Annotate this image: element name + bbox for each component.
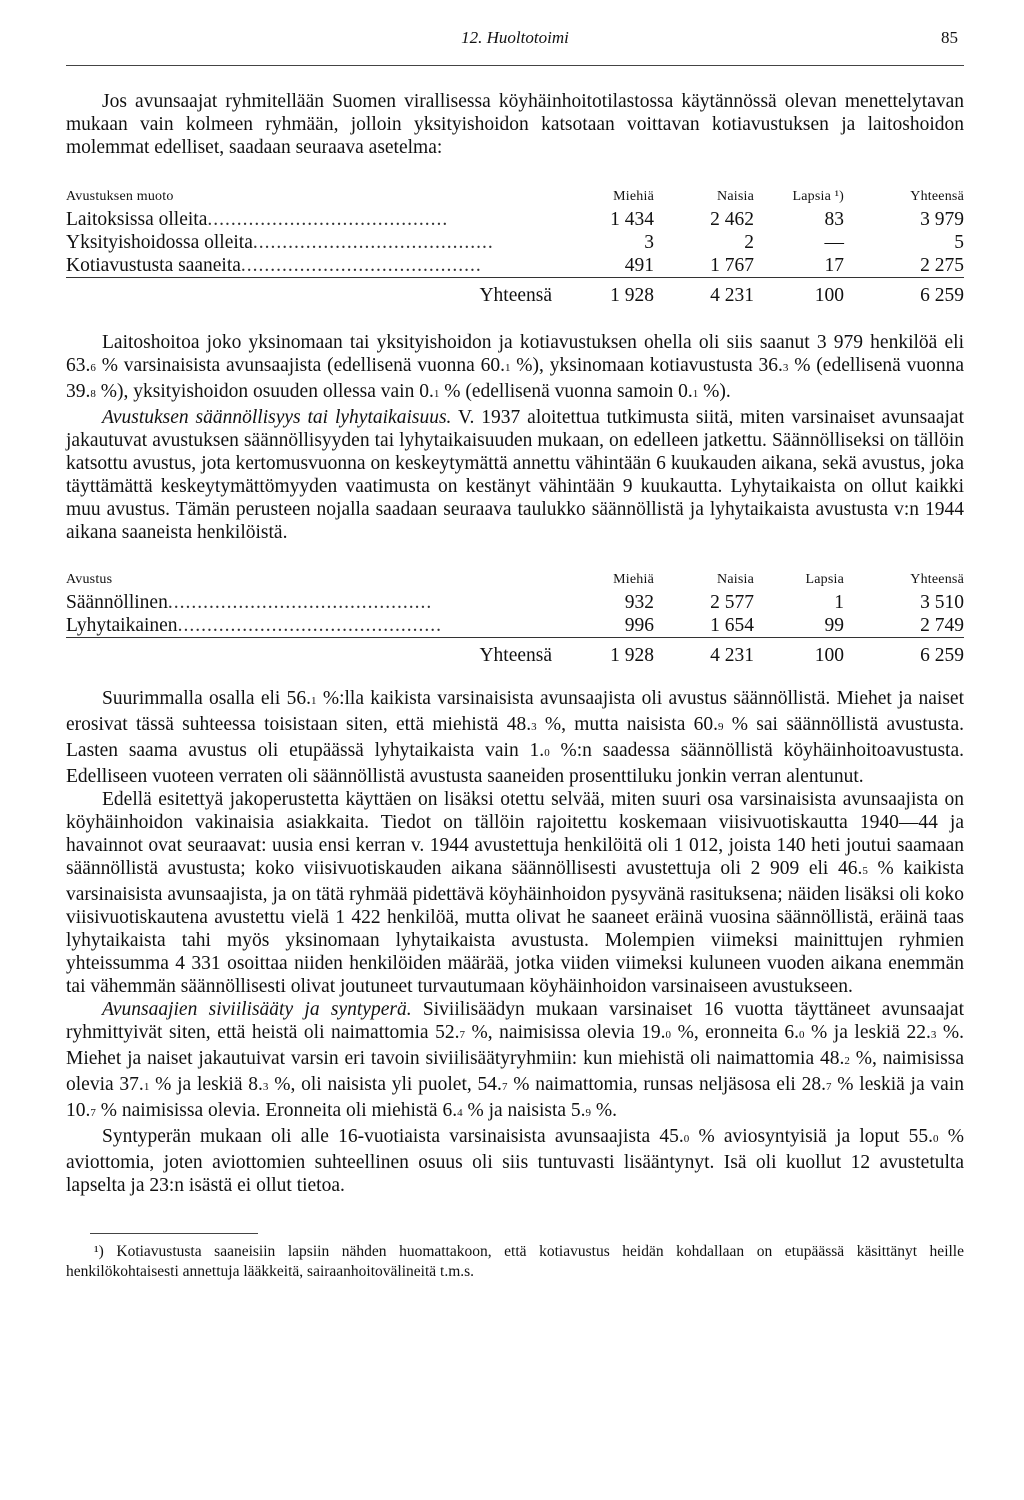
- header-rule: [66, 65, 964, 66]
- total-label: Yhteensä: [66, 638, 566, 668]
- text-run: Suurimmalla osalla eli 56.: [102, 688, 312, 709]
- decimal-digit: 4: [457, 1107, 463, 1119]
- footnote-rule: [90, 1233, 258, 1234]
- decimal-digit: 2: [844, 1055, 850, 1067]
- row-label-cell: [66, 591, 566, 614]
- decimal-digit: 0: [798, 1029, 805, 1041]
- text-run: %:n saadessa säännöllistä köyhäinhoitoavustusta. Edelliseen vuoteen verraten oli säännöllistä avustusta saaneiden prosenttiluku jonkin verran alentunut.: [66, 740, 964, 787]
- column-header: Miehiä: [613, 189, 654, 204]
- table-cell: 4 231: [654, 278, 754, 308]
- text-run: % (edellisenä vuonna samoin 0.: [439, 381, 693, 402]
- column-header: Yhteensä: [910, 572, 964, 587]
- table-total-row: [66, 278, 964, 308]
- row-label: Lyhytaikainen: [66, 615, 178, 636]
- table-cell: 1 767: [710, 255, 754, 276]
- table-cell: 4 231: [654, 638, 754, 668]
- text-run: %, oli naisista yli puolet, 54.: [268, 1074, 502, 1095]
- table-cell: 2 577: [710, 592, 754, 613]
- table-cell: 491: [624, 255, 654, 276]
- column-header: Avustuksen muoto: [66, 189, 174, 204]
- decimal-digit: 6: [90, 362, 96, 374]
- table-aid-form: [66, 185, 964, 307]
- table-cell: 1 434: [610, 209, 654, 230]
- total-label: Yhteensä: [66, 278, 566, 308]
- decimal-digit: 1: [143, 1081, 150, 1093]
- row-label: Yksityishoidossa olleita: [66, 232, 253, 253]
- decimal-digit: 7: [459, 1029, 465, 1041]
- page-number: 85: [941, 28, 958, 47]
- section-heading: Avustuksen säännöllisyys tai lyhytaikaisuus.: [102, 407, 452, 428]
- text-run: Laitoshoitoa joko yksinomaan tai yksityishoidon ja kotiavustuksen ohella oli siis saanut 3 979 henkilöä eli 63.: [66, 332, 964, 376]
- table-cell: 99: [824, 615, 844, 636]
- table-cell: 3: [644, 232, 654, 253]
- table-cell: 17: [824, 255, 844, 276]
- table-row: [66, 614, 964, 638]
- decimal-digit: 0: [683, 1133, 690, 1145]
- table-header-row: [66, 185, 964, 208]
- table-cell: —: [824, 232, 844, 253]
- text-run: % leskiä ja vain 10.: [66, 1074, 964, 1121]
- row-label: Kotiavustusta saaneita: [66, 255, 241, 276]
- table-cell: 996: [624, 615, 654, 636]
- column-header: Lapsia: [805, 572, 844, 587]
- decimal-digit: 0: [544, 747, 550, 759]
- column-header: Miehiä: [613, 572, 654, 587]
- table-header-row: [66, 568, 964, 591]
- paragraph-marital-status: [66, 998, 964, 1125]
- column-header: Naisia: [717, 189, 754, 204]
- decimal-digit: 0: [933, 1133, 939, 1145]
- table-cell: 932: [624, 592, 654, 613]
- text-run: % (edellisenä vuonna 39.: [66, 355, 964, 402]
- text-run: %).: [698, 381, 731, 402]
- text-run: Siviilisäädyn mukaan varsinaiset 16 vuotta täyttäneet avunsaajat ryhmittyivät siten, että heistä oli naimattomia 52.: [66, 999, 965, 1043]
- section-heading: Avunsaajien siviilisääty ja syntyperä.: [102, 999, 412, 1020]
- text-run: % ja naisista 5.: [462, 1100, 586, 1121]
- table-row: [66, 254, 964, 278]
- text-run: %, naimisissa olevia 37.: [66, 1048, 964, 1095]
- paragraph-origin: [66, 1125, 964, 1197]
- row-label: Säännöllinen: [66, 592, 168, 613]
- row-label-cell: [66, 231, 566, 254]
- leader-dots: .............................................: [177, 615, 442, 636]
- table-row: [66, 208, 964, 231]
- paragraph-permanent-clients: [66, 788, 964, 998]
- text-run: Edellä esitettyä jakoperustetta käyttäen on lisäksi otettu selvää, miten suuri osa varsinaisista avunsaajista on köyhäinhoidon vakinaisia asiakkaita. Tiedot on tällöin rajoitettu koskemaan viisivuotiskautta 1940—44 ja havainnot ovat seuraavat: uusia ensi kerran v. 1944 avustettuja henkilöitä oli 1 012, joista 140 heti joutui saamaan säännöllistä avustusta; koko viisivuotiskauden aikana säännöllisesti avustettuja oli 2 909 eli 46.: [66, 789, 964, 879]
- paragraph-regularity: [66, 406, 964, 544]
- table-cell: 1 928: [566, 278, 654, 308]
- decimal-digit: 7: [501, 1081, 508, 1093]
- table-row: [66, 591, 964, 614]
- text-run: % naimisissa olevia. Eronneita oli miehistä 6.: [95, 1100, 458, 1121]
- text-run: %. Miehet ja naiset jakautuivat varsin eri tavoin siviilisäätyryhmiin: kun miehistä oli naimattomia 48.: [66, 1022, 965, 1069]
- row-label-cell: [66, 208, 566, 231]
- table-cell: 2: [744, 232, 754, 253]
- intro-paragraph: Jos avunsaajat ryhmitellään Suomen virallisessa köyhäinhoitotilastossa käytännössä olevan menettelytavan mukaan vain kolmeen ryhmään, jolloin yksityishoidon katsotaan voittavan kotiavustuksen ja laitoshoidon molemmat edelliset, saadaan seuraava asetelma:: [66, 91, 964, 158]
- text-run: V. 1937 aloitettua tutkimusta siitä, miten varsinaiset avunsaajat jakautuvat avustuksen säännöllisyyden tai lyhytaikaisuuden mukaan, on edelleen jatkettu. Säännölliseksi on tällöin katsottu avustus, jota kertomusvuonna on keskeytymättä annettu vähintään 6 kuukauden aikana, sekä avustus, joka täyttämättä keskeytymättömyyden vaatimusta on kestänyt vähintään 9 kuukautta. Lyhytaikaista on ollut kaikki muu avustus. Tämän perusteen nojalla saadaan seuraava taulukko säännöllistä ja lyhytaikaista avustusta v:n 1944 aikana saaneista henkilöistä.: [66, 407, 964, 543]
- row-label-cell: [66, 614, 566, 638]
- header-title: 12. Huoltotoimi: [461, 28, 569, 47]
- decimal-digit: 3: [930, 1029, 937, 1041]
- table-cell: 1 928: [566, 638, 654, 668]
- table-cell: 2 462: [710, 209, 754, 230]
- column-header: Avustus: [66, 572, 113, 587]
- text-run: % ja leskiä 8.: [149, 1074, 263, 1095]
- footnote-mark: ¹): [94, 1243, 104, 1260]
- text-run: %:lla kaikista varsinaisista avunsaajista oli avustus säännöllistä. Miehet ja naiset erosivat tässä suhteessa toisistaan siten, että miehistä 48.: [66, 688, 964, 735]
- decimal-digit: 9: [718, 721, 724, 733]
- table-cell: 3 979: [920, 209, 964, 230]
- table-cell: 100: [754, 278, 844, 308]
- column-header: Yhteensä: [910, 189, 964, 204]
- text-run: %, naimisissa olevia 19.: [464, 1022, 666, 1043]
- table-cell: 2 749: [920, 615, 964, 636]
- column-header: Naisia: [717, 572, 754, 587]
- text-run: % ja leskiä 22.: [804, 1022, 931, 1043]
- table-total-row: [66, 638, 964, 668]
- text-run: % naimattomia, runsas neljäsosa eli 28.: [507, 1074, 826, 1095]
- text-run: %), yksinomaan kotiavustusta 36.: [510, 355, 783, 376]
- paragraph-institutional-care: [66, 331, 964, 406]
- decimal-digit: 0: [665, 1029, 672, 1041]
- leader-dots: .........................................: [240, 255, 482, 276]
- text-run: %), yksityishoidon osuuden ollessa vain 0.: [95, 381, 434, 402]
- text-run: Syntyperän mukaan oli alle 16-vuotiaista varsinaisista avunsaajista 45.: [102, 1126, 684, 1147]
- table-cell: 2 275: [920, 255, 964, 276]
- running-header: [66, 28, 964, 54]
- text-run: % kaikista varsinaisista avunsaajista, ja on tätä ryhmää pidettävä köyhäinhoidon pysyvänä rasituksena; näiden lisäksi oli koko viisivuotiskautena avustettu vielä 1 422 henkilöä, mutta olivat he saaneet eräinä vuosina säännöllistä, eräinä taas lyhytaikaista tahi myös yksinomaan lyhytaikaista avustusta. Molempien viimeksi mainittujen ryhmien yhteissumma 4 331 osoittaa niiden henkilöiden määrää, jotka viiden viimeksi kuluneen vuoden aikana enemmän tai vähemmän säännöllisesti olivat joutuneet turvautumaan köyhäinhoidon varsinaiseen avustukseen.: [66, 858, 964, 997]
- leader-dots: .............................................: [167, 592, 433, 613]
- document-page: [66, 28, 964, 1282]
- decimal-digit: 7: [90, 1107, 96, 1119]
- text-run: %, mutta naisista 60.: [536, 714, 719, 735]
- table-row: [66, 231, 964, 254]
- table-cell: 6 259: [844, 638, 964, 668]
- decimal-digit: 3: [782, 362, 789, 374]
- text-run: % sai säännöllistä avustusta. Lasten saama avustus oli etupäässä lyhytaikaista vain 1.: [66, 714, 964, 761]
- decimal-digit: 5: [862, 865, 868, 877]
- leader-dots: .........................................: [252, 232, 494, 253]
- table-aid-regularity: [66, 568, 964, 667]
- table-cell: 83: [824, 209, 844, 230]
- row-label-cell: [66, 254, 566, 278]
- column-header: Lapsia ¹): [792, 189, 844, 204]
- decimal-digit: 9: [585, 1107, 592, 1119]
- table-cell: 100: [754, 638, 844, 668]
- decimal-digit: 1: [433, 388, 440, 400]
- footnote-text: Kotiavustusta saaneisiin lapsiin nähden huomattakoon, että kotiavustus heidän kohdallaan on etupäässä käsittänyt heille henkilökohtaisesti annettuja lääkkeitä, sairaanhoitovälineitä t.m.s.: [66, 1243, 964, 1280]
- table-cell: 1 654: [710, 615, 754, 636]
- text-run: %, eronneita 6.: [671, 1022, 799, 1043]
- footnote: [66, 1242, 964, 1282]
- decimal-digit: 1: [311, 695, 317, 707]
- text-run: % aviottomia, joten aviottomien suhteellinen osuus oli siis tuntuvasti lisääntynyt. Isä oli kuollut 12 avustetulta lapselta ja 23:n isästä ei ollut tietoa.: [66, 1126, 964, 1196]
- paragraph-regular-share: [66, 687, 964, 788]
- text-run: %.: [591, 1100, 618, 1121]
- decimal-digit: 1: [504, 362, 511, 374]
- text-run: % varsinaisista avunsaajista (edellisenä vuonna 60.: [95, 355, 505, 376]
- decimal-digit: 7: [825, 1081, 832, 1093]
- leader-dots: .........................................: [207, 209, 449, 230]
- row-label: Laitoksissa olleita: [66, 209, 208, 230]
- decimal-digit: 3: [262, 1081, 269, 1093]
- table-cell: 3 510: [920, 592, 964, 613]
- decimal-digit: 8: [90, 388, 96, 400]
- table-cell: 1: [834, 592, 844, 613]
- decimal-digit: 1: [692, 388, 699, 400]
- table-cell: 5: [954, 232, 964, 253]
- text-run: % aviosyntyisiä ja loput 55.: [689, 1126, 934, 1147]
- decimal-digit: 3: [531, 721, 537, 733]
- table-cell: 6 259: [844, 278, 964, 308]
